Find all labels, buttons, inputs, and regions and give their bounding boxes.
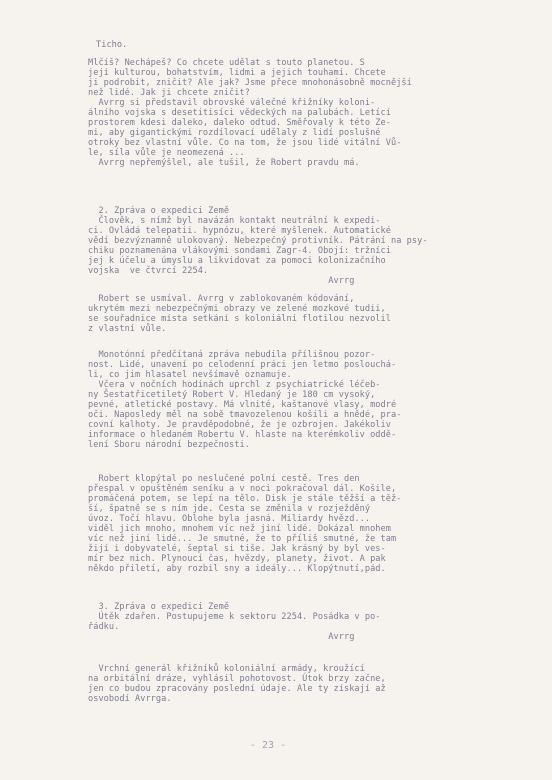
text-line: Avrrg si představil obrovské válečné křižníky koloni-	[88, 98, 376, 108]
text-line: promáčená potem, se lepí na tělo. Disk je stále těžší a těž-	[88, 494, 402, 504]
text-line: álního vojska s desetitisíci vědeckých na palubách. Letící	[88, 108, 391, 118]
text-line: ší, špatně se s ním jde. Cesta se změnila v rozježděný	[88, 504, 371, 514]
text-line: Vrchní generál křižníků koloniální armády, kroužící	[88, 664, 365, 674]
text-line: lení Sboru národní bezpečnosti.	[88, 440, 250, 450]
text-line: pevné, atletické postavy. Má vlnité, kaštanové vlasy, modré	[88, 400, 397, 410]
text-line: 2. Zpráva o expedici Země	[88, 206, 230, 216]
text-line: Útěk zdařen. Postupujeme k sektoru 2254. Posádka v po-	[88, 612, 381, 622]
text-line: vědí bezvýznamně ulokovaný. Nebezpečný protivník. Pátrání na psy-	[88, 236, 428, 246]
text-line: Člověk, s nímž byl navázán kontakt neutrální k expedi-	[88, 216, 381, 226]
text-line: žijí i dobyvatelé, šeptal si tiše. Jak krásný by byl ves-	[88, 544, 386, 554]
text-line: mi, aby gigantickými rozdílovací udělaly z lidí poslušné	[88, 128, 381, 138]
text-line: chiku poznamenána vlákovými sondami Zagr-4. Obojí: tržníci	[88, 246, 391, 256]
text-line: její kulturou, bohatstvím, lidmi a jejich touhami. Chcete	[88, 68, 386, 78]
text-line: ukrytém mezi nebezpečnými obrazy ve zelené mozkové tudii,	[88, 304, 386, 314]
text-line: úvoz. Točí hlavu. Oblohe byla jasná. Miliardy hvězd...	[88, 514, 371, 524]
text-line: jen co budou zpracovány poslední údaje. Ale ty získají až	[88, 684, 386, 694]
text-line: víc než jiní lidé... Je smutné, že to příliš smutné, že tam	[88, 534, 397, 544]
text-line: jej k účelu a úmyslu a likvidovat za pomoci kolonizačního	[88, 256, 386, 266]
page-number: - 23 -	[250, 740, 287, 751]
text-line: covní kalhoty. Je pravděpodobné, že je ozbrojen. Jakékoliv	[88, 420, 391, 430]
text-line: 3. Zpráva o expedici Země	[88, 602, 230, 612]
text-line: Robert se usmíval. Avrrg v zablokovaném kódování,	[88, 294, 355, 304]
text-line: řádku.	[88, 622, 120, 632]
text-line: Robert klopýtal po neslučené polní cestě. Tres den	[88, 474, 360, 484]
text-line: Avrrg nepřemýšlel, ale tušil, že Robert pravdu má.	[88, 158, 360, 168]
text-line: Ticho.	[96, 40, 128, 50]
text-line: vojska ve čtvrcí 2254.	[88, 266, 209, 276]
text-line: přespal v opuštěném seníku a v noci pokračoval dál. Košile,	[88, 484, 397, 494]
text-line: li, co jim hlasatel nevšímavě oznamuje.	[88, 370, 292, 380]
text-line: Avrrg	[88, 632, 355, 642]
text-line: někdo přiletí, aby rozbil sny a ideály... Klopýtnutí,pád.	[88, 564, 386, 574]
text-line: na orbitální dráze, vyhlásil pohotovost. Útok brzy začne,	[88, 674, 386, 684]
text-line: se souřadnice místa setkání s koloniální flotilou nezvolil	[88, 314, 391, 324]
text-line: ci. Ovládá telepatii. hypnózu, které myšlenek. Automatické	[88, 226, 391, 236]
text-line: le, síla vůle je neomezená ...	[88, 148, 245, 158]
text-line: Včera v nočních hodinách uprchl z psychiatrické léčeb-	[88, 380, 381, 390]
text-line: Monotónní předčítaná zpráva nebudila přílišnou pozor-	[88, 350, 376, 360]
text-line: Avrrg	[88, 276, 355, 286]
text-line: prostorem kdesi daleko, daleko odtud. Směřovaly k této Ze-	[88, 118, 391, 128]
text-line: než lidé. Jak ji chcete zničit?	[88, 88, 250, 98]
text-line: Mlčíš? Nechápeš? Co chcete udělat s touto planetou. S	[88, 58, 365, 68]
text-line: z vlastní vůle.	[88, 324, 167, 334]
text-line: nost. Lidé, unavení po celodenní práci jen letmo poslouchá-	[88, 360, 397, 370]
text-line: ji podrobit, zničit? Ale jak? Jsme přece mnohonásobně mocnější	[88, 78, 412, 88]
text-line: ny Šestatřicetiletý Robert V. Hledaný je 180 cm vysoký,	[88, 390, 376, 400]
text-line: osvobodí Avrrga.	[88, 694, 172, 704]
text-line: mír bez nich. Plynoucí čas, hvězdy, planety, život. A pak	[88, 554, 386, 564]
text-line: viděl jich mnoho, mnohem víc než jiní lidé. Dokázal mnohem	[88, 524, 391, 534]
text-line: informace o hledaném Robertu V. hlaste na kterémkoliv oddě-	[88, 430, 397, 440]
text-line: oči. Naposledy měl na sobě tmavozelenou košili a hnědé, pra-	[88, 410, 402, 420]
text-line: otroky bez vlastní vůle. Co na tom, že jsou lidé vitální Vů-	[88, 138, 402, 148]
